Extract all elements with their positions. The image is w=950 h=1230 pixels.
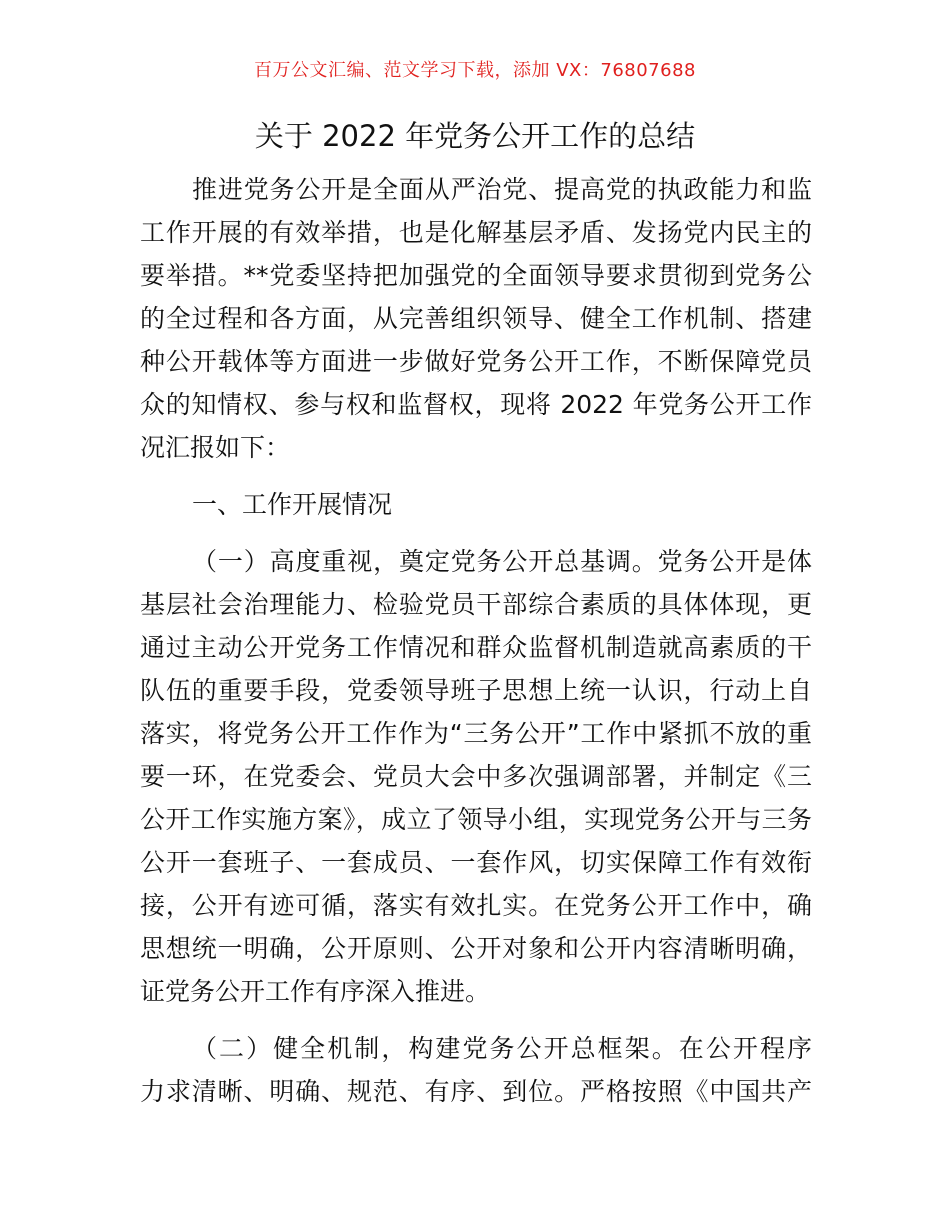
text-line: 众的知情权、参与权和监督权，现将 2022 年党务公开工作 xyxy=(140,390,812,419)
text-line: 接，公开有迹可循，落实有效扎实。在党务公开工作中，确 xyxy=(140,891,812,920)
text-line: 落实，将党务公开工作作为“三务公开”工作中紧抓不放的重 xyxy=(140,719,812,748)
text-line: 种公开载体等方面进一步做好党务公开工作，不断保障党员 xyxy=(140,347,812,376)
text-line: 通过主动公开党务工作情况和群众监督机制造就高素质的干 xyxy=(140,633,812,662)
section-heading xyxy=(140,483,812,526)
text-line: （二）健全机制，构建党务公开总框架。在公开程序 xyxy=(192,1034,812,1063)
paragraph xyxy=(140,1027,812,1113)
watermark-banner: 百万公文汇编、范文学习下载，添加 VX：76807688 xyxy=(254,60,696,81)
document-body xyxy=(140,168,812,1113)
text-line: （一）高度重视，奠定党务公开总基调。党务公开是体 xyxy=(192,547,812,576)
text-line: 一、工作开展情况 xyxy=(192,490,393,519)
text-line: 况汇报如下： xyxy=(140,433,291,462)
paragraph xyxy=(140,540,812,1013)
paragraph xyxy=(140,168,812,469)
text-line: 公开一套班子、一套成员、一套作风，切实保障工作有效衔 xyxy=(140,848,812,877)
text-line: 力求清晰、明确、规范、有序、到位。严格按照《中国共产 xyxy=(140,1077,812,1106)
text-line: 的全过程和各方面，从完善组织领导、健全工作机制、搭建 xyxy=(140,304,812,333)
text-line: 证党务公开工作有序深入推进。 xyxy=(140,977,491,1006)
text-line: 公开工作实施方案》，成立了领导小组，实现党务公开与三务 xyxy=(140,805,812,834)
text-line: 要一环，在党委会、党员大会中多次强调部署，并制定《三 xyxy=(140,762,812,791)
text-line: 思想统一明确，公开原则、公开对象和公开内容清晰明确， xyxy=(140,934,812,963)
document-title: 关于 2022 年党务公开工作的总结 xyxy=(254,119,696,153)
text-line: 推进党务公开是全面从严治党、提高党的执政能力和监 xyxy=(192,175,812,204)
text-line: 工作开展的有效举措，也是化解基层矛盾、发扬党内民主的 xyxy=(140,218,812,247)
text-line: 要举措。**党委坚持把加强党的全面领导要求贯彻到党务公 xyxy=(140,261,812,290)
text-line: 队伍的重要手段，党委领导班子思想上统一认识，行动上自 xyxy=(140,676,812,705)
text-line: 基层社会治理能力、检验党员干部综合素质的具体体现，更 xyxy=(140,590,812,619)
